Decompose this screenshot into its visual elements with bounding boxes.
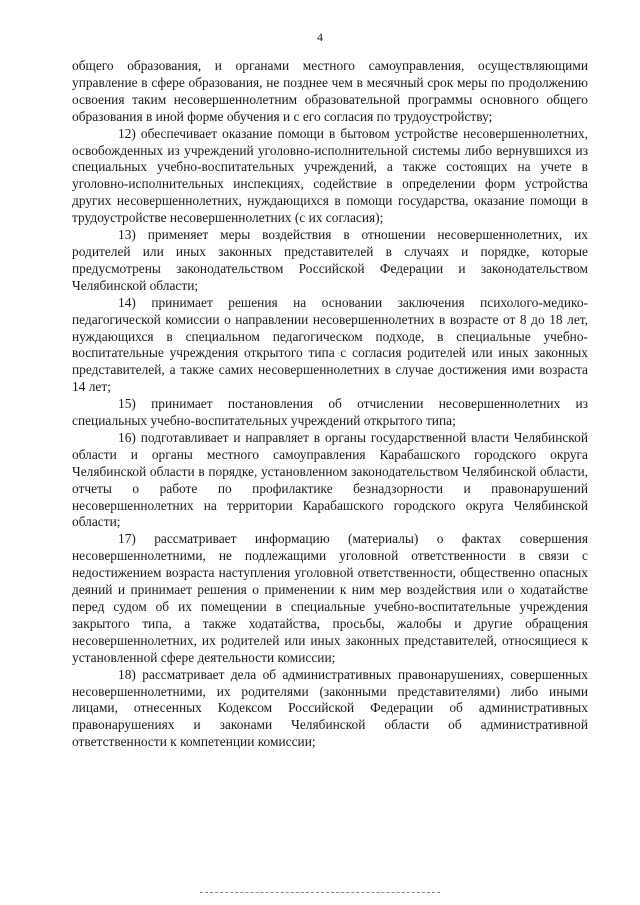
paragraph-item-17: 17) рассматривает информацию (материалы) о фактах совершения несовершеннолетними, не подлежащими уголовной ответственности в связи с недостижением возраста наступления уголовной ответственности, общественно опасных деяний и принимает решения о применении к ним мер воздействия или о ходатайстве перед судом об их помещении в специальные учебно-воспитательные учреждения закрытого типа, а также ходатайства, просьбы, жалобы и другие обращения несовершеннолетних, их родителей или иных законных представителей, относящиеся к установленной сфере деятельности комиссии;	[72, 531, 588, 665]
paragraph-item-15: 15) принимает постановления об отчислении несовершеннолетних из специальных учебно-воспитательных учреждений открытого типа;	[72, 396, 588, 429]
paragraph-item-13: 13) применяет меры воздействия в отношении несовершеннолетних, их родителей или иных законных представителей в случаях и порядке, которые предусмотрены законодательством Российской Федерации и законодательством Челябинской области;	[72, 227, 588, 293]
paragraph-continuation: общего образования, и органами местного самоуправления, осуществляющими управление в сфере образования, не позднее чем в месячный срок меры по продолжению освоения таким несовершеннолетним образовательной программы основного общего образования в иной форме обучения и с его согласия по трудоустройству;	[72, 58, 588, 124]
page-number: 4	[317, 30, 323, 44]
paragraph-item-12: 12) обеспечивает оказание помощи в бытовом устройстве несовершеннолетних, освобожденных из учреждений уголовно-исполнительной системы либо вернувшихся из специальных учебно-воспитательных учреждений, а также состоящих на учете в уголовно-исполнительных инспекциях, содействие в определении форм устройства других несовершеннолетних, нуждающихся в помощи государства, оказание помощи в трудоустройстве несовершеннолетних (с их согласия);	[72, 125, 588, 226]
paragraph-item-14: 14) принимает решения на основании заключения психолого-медико-педагогической комиссии о направлении несовершеннолетних в возрасте от 8 до 18 лет, нуждающихся в специальном педагогическом подходе, в специальные учебно-воспитательные учреждения открытого типа с согласия родителей или иных законных представителей, а также самих несовершеннолетних в случае достижения ими возраста 14 лет;	[72, 294, 588, 395]
paragraph-item-16: 16) подготавливает и направляет в органы государственной власти Челябинской области и органы местного самоуправления Карабашского городского округа Челябинской области в порядке, установленном законодательством Челябинской области, отчеты о работе по профилактике безнадзорности и правонарушений несовершеннолетних на территории Карабашского городского округа Челябинской области;	[72, 429, 588, 530]
document-body	[72, 58, 588, 751]
paragraph-item-18: 18) рассматривает дела об административных правонарушениях, совершенных несовершеннолетними, их родителями (законными представителями) либо иными лицами, отнесенных Кодексом Российской Федерации об административных правонарушениях и законами Челябинской области об административной ответственности к компетенции комиссии;	[72, 666, 588, 750]
footer-divider	[200, 892, 440, 893]
